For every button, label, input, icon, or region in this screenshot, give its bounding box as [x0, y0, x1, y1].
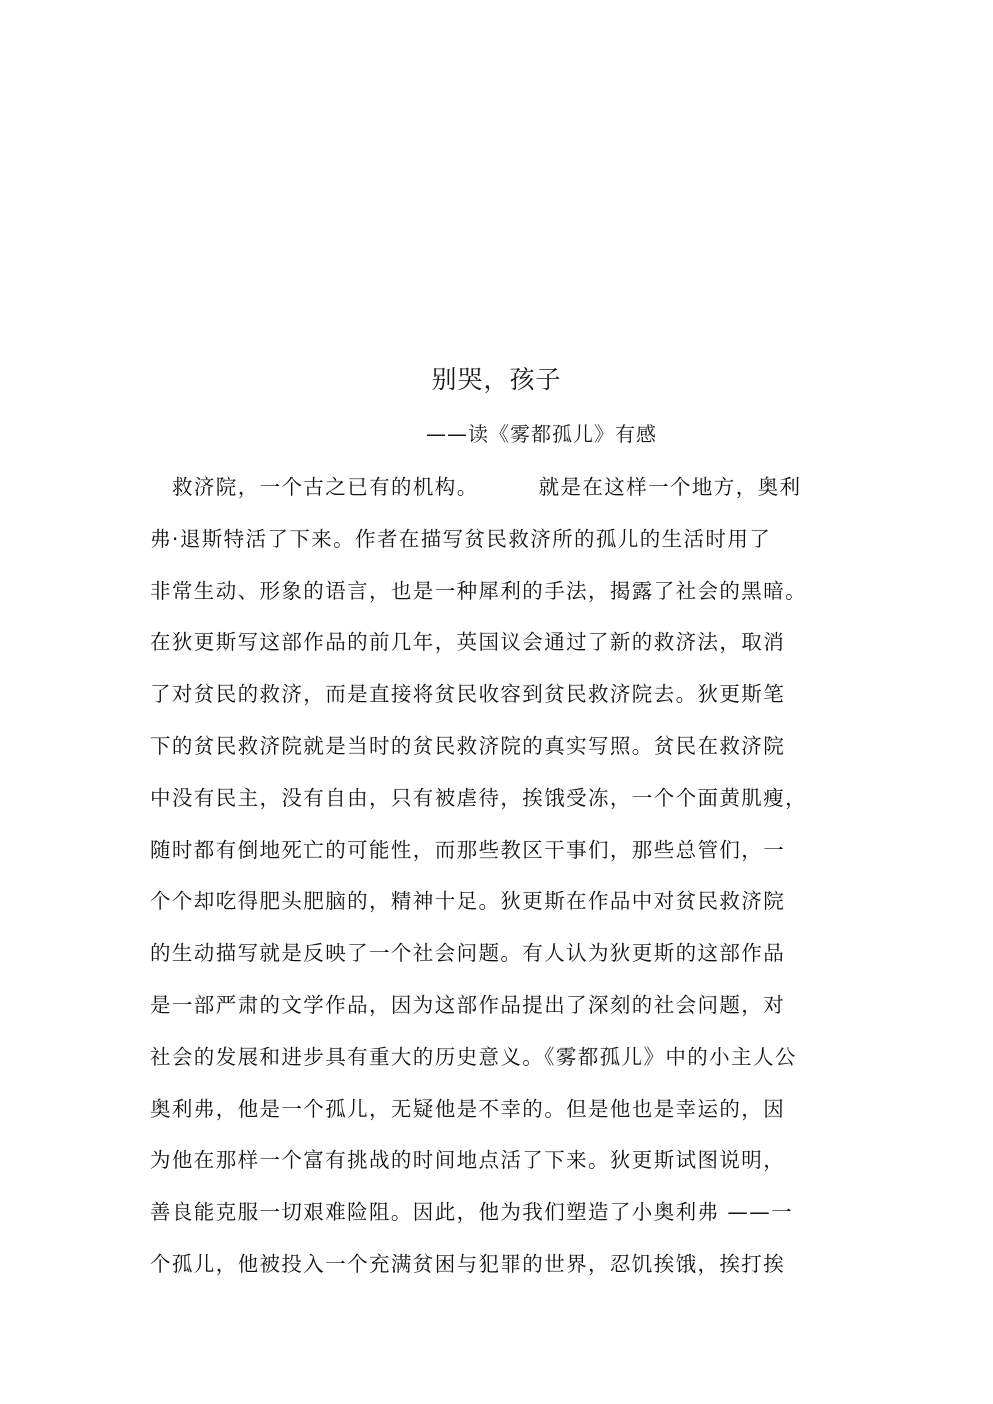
essay-body: [150, 472, 850, 1301]
essay-subtitle: ——读《雾都孤儿》有感: [426, 422, 657, 446]
body-line-4: 在狄更斯写这部作品的前几年，英国议会通过了新的救济法，取消: [150, 630, 786, 655]
body-line-14: 为他在那样一个富有挑战的时间地点活了下来。狄更斯试图说明，: [150, 1148, 786, 1173]
body-line-13: 奥利弗，他是一个孤儿，无疑他是不幸的。但是他也是幸运的，因: [150, 1096, 786, 1121]
body-line-2: 弗·退斯特活了下来。作者在描写贫民救济所的孤儿的生活时用了: [150, 526, 772, 551]
essay-title: 别哭，孩子: [431, 365, 562, 394]
body-line-1: [150, 472, 850, 524]
body-line-15: 善良能克服一切艰难险阻。因此，他为我们塑造了小奥利弗 ——一: [150, 1200, 794, 1225]
body-line-16: 个孤儿，他被投入一个充满贫困与犯罪的世界，忍饥挨饿，挨打挨: [150, 1251, 786, 1276]
body-line-5: 了对贫民的救济，而是直接将贫民收容到贫民救济院去。狄更斯笔: [150, 682, 786, 707]
body-line-8: 随时都有倒地死亡的可能性，而那些教区干事们，那些总管们，一: [150, 837, 786, 862]
body-line-1-part-2: 就是在这样一个地方，奥利: [538, 475, 802, 499]
body-line-6: 下的贫民救济院就是当时的贫民救济院的真实写照。贫民在救济院: [150, 733, 786, 758]
body-line-12: 社会的发展和进步具有重大的历史意义。《雾都孤儿》中的小主人公: [150, 1044, 797, 1069]
body-line-11: 是一部严肃的文学作品，因为这部作品提出了深刻的社会问题，对: [150, 992, 786, 1017]
body-line-3: 非常生动、形象的语言，也是一种犀利的手法，揭露了社会的黑暗。: [150, 578, 807, 603]
body-line-7: 中没有民主，没有自由，只有被虐待，挨饿受冻，一个个面黄肌瘦，: [150, 785, 807, 810]
body-line-10: 的生动描写就是反映了一个社会问题。有人认为狄更斯的这部作品: [150, 941, 786, 966]
body-line-1-part-1: 救济院，一个古之已有的机构。: [172, 475, 479, 499]
body-line-9: 个个却吃得肥头肥脑的，精神十足。狄更斯在作品中对贫民救济院: [150, 889, 786, 914]
